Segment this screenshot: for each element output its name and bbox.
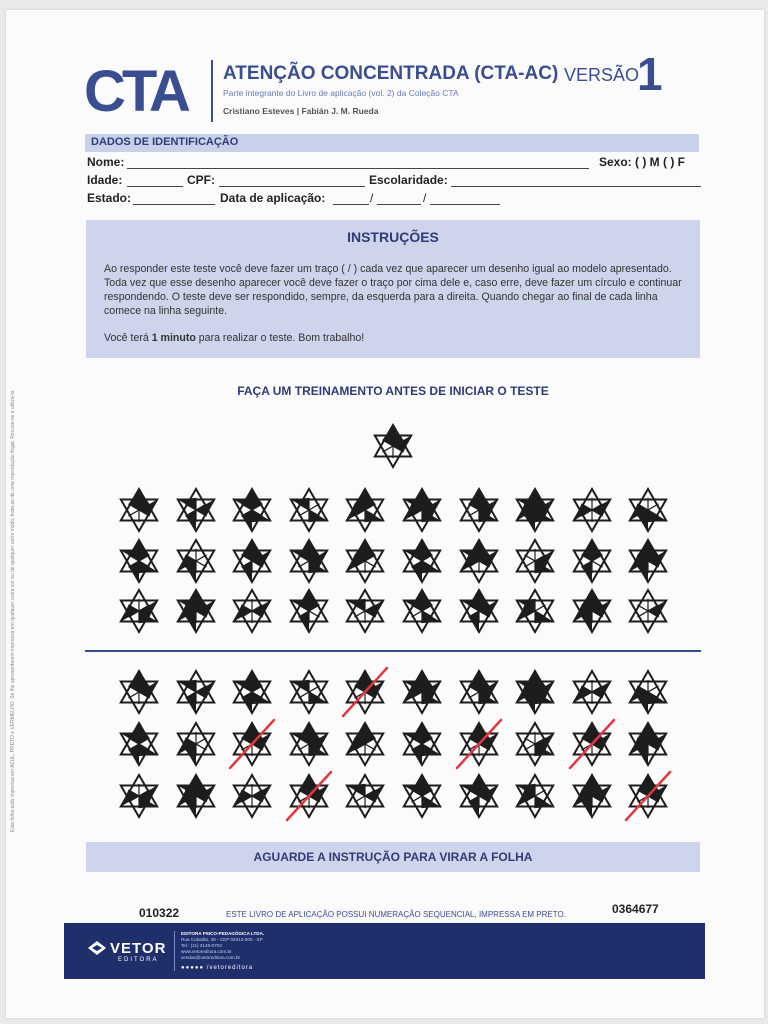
practice-star[interactable]: [404, 590, 440, 632]
sex-label: Sexo: ( ) M ( ) F: [599, 155, 685, 169]
example-answer-star[interactable]: [230, 720, 274, 768]
practice-star[interactable]: [347, 590, 383, 632]
practice-star[interactable]: [574, 590, 610, 632]
example-answer-star[interactable]: [343, 668, 387, 716]
date-separator: /: [370, 191, 374, 205]
cpf-label: CPF:: [187, 173, 215, 187]
example-answer-star[interactable]: [234, 671, 270, 713]
legal-notice: Esta folha está impressa em AZUL, PRETO e VERMELHO. Se lhe apresentarem impressa em qualquer outra cor ou de qualquer outro modo, trata-se de uma reprodução ilegal. Recuse-se a utilizá-la.: [10, 389, 16, 832]
example-answer-star[interactable]: [574, 671, 610, 713]
example-answer-star[interactable]: [517, 775, 553, 817]
serial-number-left: 010322: [139, 906, 180, 920]
practice-star[interactable]: [404, 489, 440, 531]
example-answer-star[interactable]: [287, 772, 331, 820]
test-authors: Cristiano Esteves | Fabián J. M. Rueda: [223, 106, 379, 116]
version-number: 1: [637, 48, 663, 100]
instructions-text: Ao responder este teste você deve fazer um traço ( / ) cada vez que aparecer um desenho igual ao modelo apresentado. Toda vez que esse desenho aparecer você deve fazer o traço por cima dele e, caso erre, deve fazer um círculo e continuar respondendo. O teste deve ser respondido, sempre, da esquerda para a direita. Quando chegar ao final de cada linha comece na linha seguinte.: [104, 263, 682, 317]
practice-star[interactable]: [630, 590, 666, 632]
schooling-label: Escolaridade:: [369, 173, 448, 187]
practice-star[interactable]: [461, 489, 497, 531]
example-answer-star[interactable]: [347, 723, 383, 765]
example-answer-star[interactable]: [178, 775, 214, 817]
state-label: Estado:: [87, 191, 132, 205]
practice-star[interactable]: [234, 489, 270, 531]
serial-number-right: 0364677: [612, 902, 659, 916]
test-title: ATENÇÃO CONCENTRADA (CTA-AC): [223, 63, 559, 84]
example-answer-star[interactable]: [178, 671, 214, 713]
example-answer-star[interactable]: [347, 775, 383, 817]
test-subtitle: Parte integrante do Livro de aplicação (vol. 2) da Coleção CTA: [223, 88, 459, 98]
practice-star[interactable]: [234, 590, 270, 632]
practice-star[interactable]: [517, 590, 553, 632]
example-answer-star[interactable]: [517, 671, 553, 713]
example-answer-star[interactable]: [291, 671, 327, 713]
date-separator: /: [423, 191, 427, 205]
name-label: Nome:: [87, 155, 125, 169]
practice-star[interactable]: [347, 540, 383, 582]
example-answer-star[interactable]: [404, 671, 440, 713]
practice-star[interactable]: [178, 489, 214, 531]
practice-star[interactable]: [178, 540, 214, 582]
cta-logo: CTA: [84, 59, 187, 124]
practice-star[interactable]: [291, 590, 327, 632]
example-answer-star[interactable]: [630, 723, 666, 765]
practice-star[interactable]: [630, 540, 666, 582]
practice-star[interactable]: [121, 540, 157, 582]
example-answer-star[interactable]: [404, 775, 440, 817]
example-answer-star[interactable]: [404, 723, 440, 765]
practice-star[interactable]: [574, 489, 610, 531]
example-answer-star[interactable]: [630, 671, 666, 713]
practice-star[interactable]: [574, 540, 610, 582]
example-answer-star[interactable]: [626, 772, 670, 820]
example-answer-star[interactable]: [121, 775, 157, 817]
example-answer-star[interactable]: [234, 775, 270, 817]
example-answer-star[interactable]: [517, 723, 553, 765]
practice-star[interactable]: [461, 590, 497, 632]
practice-star[interactable]: [234, 540, 270, 582]
example-answer-star[interactable]: [461, 671, 497, 713]
date-label: Data de aplicação:: [220, 191, 326, 205]
example-answer-star[interactable]: [121, 723, 157, 765]
version-label: VERSÃO: [564, 65, 640, 85]
example-answer-star[interactable]: [178, 723, 214, 765]
example-answer-star[interactable]: [574, 775, 610, 817]
example-answer-star[interactable]: [457, 720, 501, 768]
training-title: FAÇA UM TREINAMENTO ANTES DE INICIAR O TESTE: [237, 384, 549, 398]
time-note: Você terá 1 minuto para realizar o teste. Bom trabalho!: [104, 332, 365, 344]
practice-star[interactable]: [291, 489, 327, 531]
example-answer-star[interactable]: [570, 720, 614, 768]
serial-note: ESTE LIVRO DE APLICAÇÃO POSSUI NUMERAÇÃO SEQUENCIAL, IMPRESSA EM PRETO.: [226, 910, 566, 919]
practice-star[interactable]: [347, 489, 383, 531]
example-answer-star[interactable]: [461, 775, 497, 817]
publisher-footer: [64, 923, 705, 979]
practice-star[interactable]: [630, 489, 666, 531]
instructions-title: INSTRUÇÕES: [347, 229, 439, 245]
vetor-diamond-icon: [88, 941, 106, 955]
example-answer-star[interactable]: [291, 723, 327, 765]
example-answer-star[interactable]: [121, 671, 157, 713]
practice-star[interactable]: [291, 540, 327, 582]
practice-star[interactable]: [517, 489, 553, 531]
practice-star[interactable]: [178, 590, 214, 632]
turn-page-banner: AGUARDE A INSTRUÇÃO PARA VIRAR A FOLHA: [86, 842, 700, 872]
practice-star[interactable]: [461, 540, 497, 582]
practice-star[interactable]: [404, 540, 440, 582]
age-label: Idade:: [87, 173, 123, 187]
practice-star[interactable]: [121, 590, 157, 632]
model-star[interactable]: [375, 425, 411, 467]
footer-divider: [174, 931, 175, 971]
publisher-info: EDITORA PSICO-PEDAGÓGICA LTDA. Rua Cubatão, 48 - CEP 04013-000 - SP Tel.: (11) 3146-0703 www.vetoreditora.com.br vendas@vetoreditora.com.br: [181, 931, 265, 960]
practice-star[interactable]: [121, 489, 157, 531]
practice-star[interactable]: [517, 540, 553, 582]
social-icons: ●●●●● /vetoreditora: [181, 965, 254, 971]
identification-header: DADOS DE IDENTIFICAÇÃO: [85, 134, 699, 152]
vetor-logo: VETOR EDITORA: [88, 937, 178, 967]
